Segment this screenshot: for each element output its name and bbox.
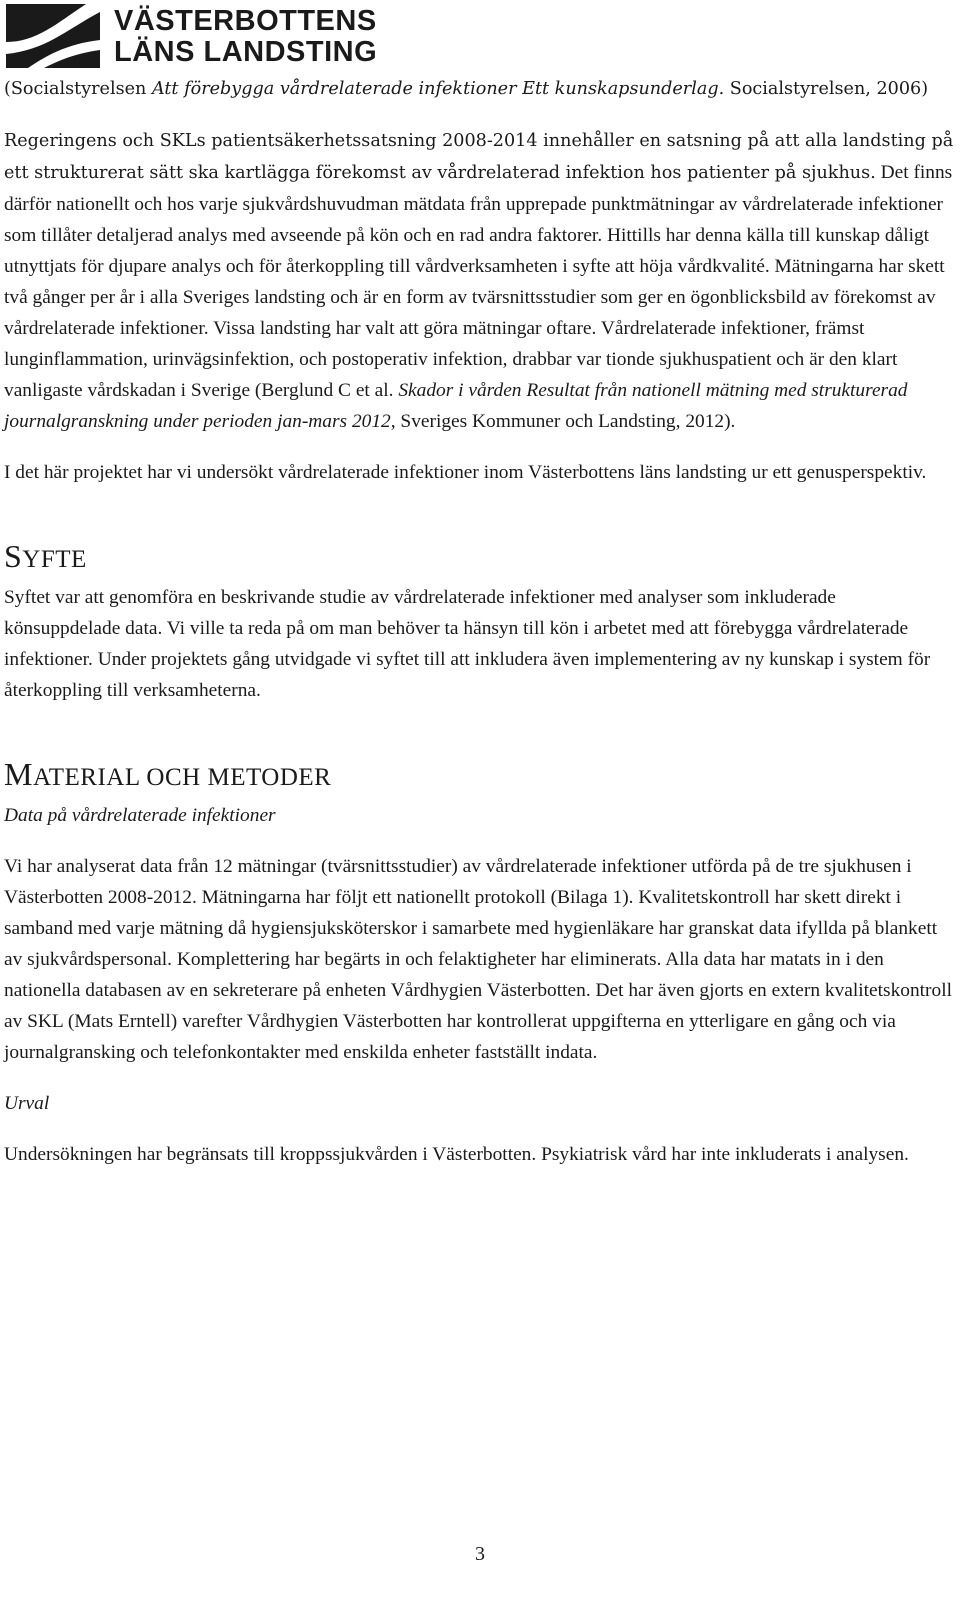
project-paragraph: I det här projektet har vi undersökt vårdrelaterade infektioner inom Västerbottens läns landsting ur ett genusperspektiv. [4,462,927,483]
logo-line-2: LÄNS LANDSTING [114,36,378,68]
logo-mark-icon [6,4,100,68]
material-heading-initial: M [4,756,33,792]
material-heading [4,752,954,800]
reference-title: Att förebygga vårdrelaterade infektioner Ett kunskapsunderlag. [151,79,725,99]
intro-paragraph-start: Regeringens och SKLs patientsäkerhetssatsning 2008-2014 innehåller en satsning på att alla landsting på ett strukturerat sätt ska kartlägga förekomst av vårdrelaterad infektion hos patienter på sjukhus. [4,131,954,183]
data-subheading: Data på vårdrelaterade infektioner [4,805,276,826]
syfte-paragraph: Syftet var att genomföra en beskrivande studie av vårdrelaterade infektioner med analyser som inkluderade könsuppdelade data. Vi ville ta reda på om man behöver ta hänsyn till kön i arbetet med att förebygga vårdrelaterade infektioner. Under projektets gång utvidgade vi syftet till att inkludera även implementering av ny kunskap i system för återkoppling till verksamheterna. [4,587,931,701]
syfte-heading-rest: YFTE [22,546,87,573]
material-heading-rest: ATERIAL OCH METODER [32,764,332,791]
intro-paragraph-body: Det finns därför nationellt och hos varje sjukvårdshuvudman mätdata från upprepade punktmätningar av vårdrelaterade infektioner som tillåter detaljerad analys med avseende på kön och en rad andra faktorer. Hittills har denna källa till kunskap dåligt utnyttjats för djupare analys och för återkoppling till vårdverksamheten i syfte att höja vårdkvalité. Mätningarna har skett två gånger per år i alla Sveriges landsting och är en form av tvärsnittsstudier som ger en ögonblicksbild av förekomst av vårdrelaterade infektioner. Vissa landsting har valt att göra mätningar oftare. Vårdrelaterade infektioner, främst lunginflammation, urinvägsinfektion, och postoperativ infektion, drabbar var tionde sjukhuspatient och är den klart vanligaste vårdskadan i Sverige (Berglund C et al. [4,162,953,401]
reference-paragraph [4,74,954,105]
reference-prefix: (Socialstyrelsen [4,79,152,99]
document-content [4,74,954,1170]
syfte-heading-initial: S [4,538,23,574]
landsting-logo [6,4,396,68]
logo-wordmark [114,6,377,68]
urval-subheading: Urval [4,1093,50,1114]
urval-paragraph: Undersökningen har begränsats till kroppssjukvården i Västerbotten. Psykiatrisk vård har inte inkluderats i analysen. [4,1144,909,1165]
intro-paragraph-end: , Sveriges Kommuner och Landsting, 2012). [390,411,736,432]
reference-suffix: Socialstyrelsen, 2006) [724,79,929,99]
intro-paragraph [4,125,954,437]
logo-line-1: VÄSTERBOTTENS [114,5,377,37]
data-paragraph: Vi har analyserat data från 12 mätningar (tvärsnittsstudier) av vårdrelaterade infektioner utförda på de tre sjukhusen i Västerbotten 2008-2012. Mätningarna har följt ett nationellt protokoll (Bilaga 1). Kvalitetskontroll har skett direkt i samband med varje mätning då hygiensjuksköterskor i samarbete med hygienläkare har granskat data ifyllda på blankett av sjukvårdspersonal. Komplettering har begärts in och felaktigheter har eliminerats. Alla data har matats in i den nationella databasen av en sekreterare på enheten Vårdhygien Västerbotten. Det har även gjorts en extern kvalitetskontroll av SKL (Mats Erntell) varefter Vårdhygien Västerbotten har kontrollerat uppgifterna en ytterligare en gång och via journalgransking och telefonkontakter med enskilda enheter fastställt indata. [4,856,952,1063]
page-number: 3 [475,1543,485,1565]
syfte-heading [4,534,954,582]
intro-paragraph-citation: Skador i vården Resultat från nationell mätning med strukturerad journalgranskning under perioden jan-mars 2012 [4,380,908,432]
